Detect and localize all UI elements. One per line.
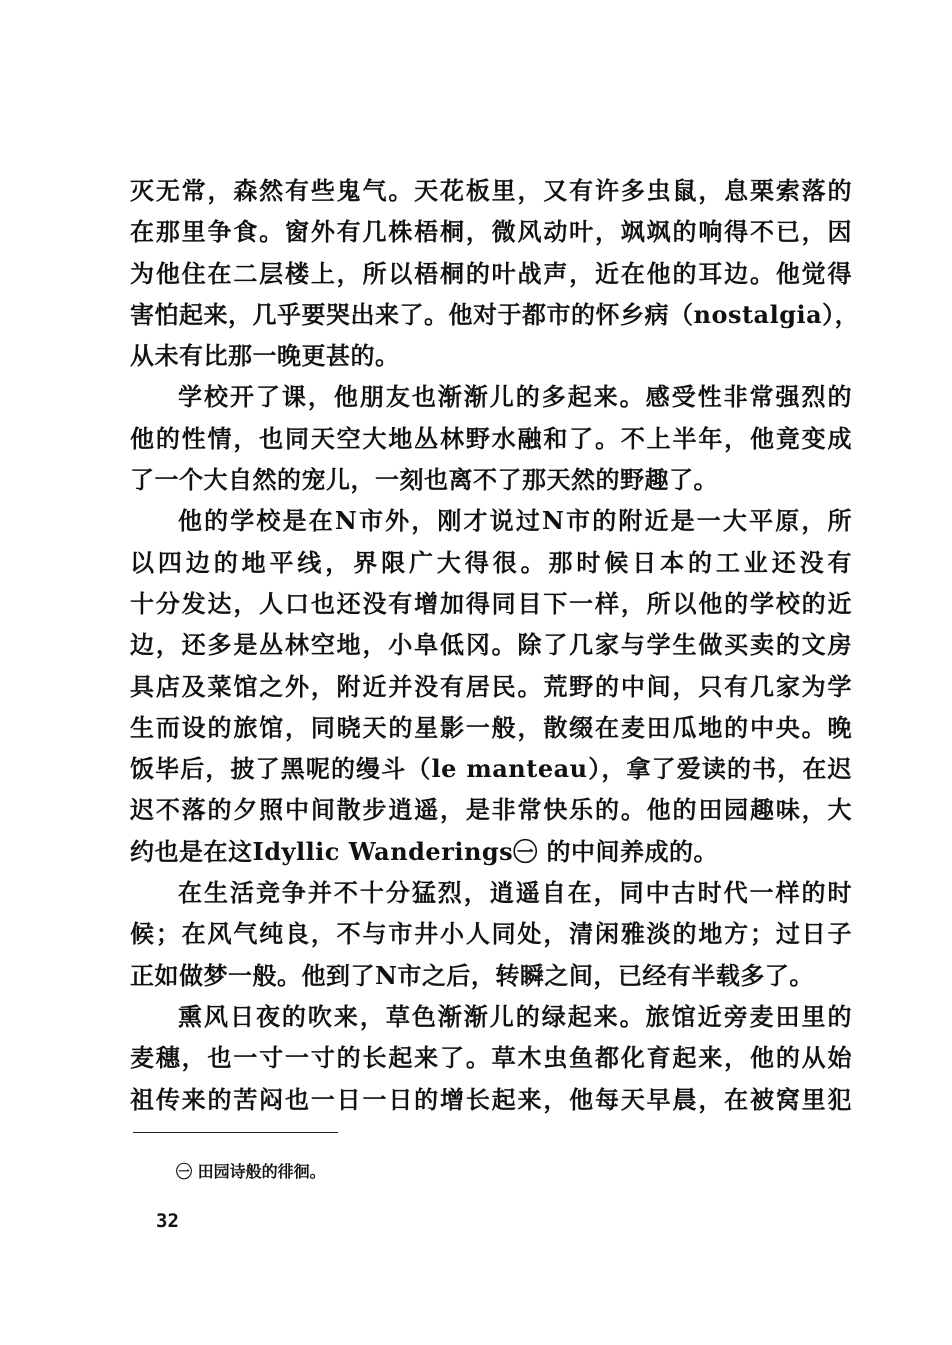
text-line: 他的学校是在N市外，刚才说过N市的附近是一大平原，所	[178, 506, 852, 536]
text-line: 麦穗，也一寸一寸的长起来了。草木虫鱼都化育起来，他的从始	[130, 1043, 852, 1073]
text-line: 熏风日夜的吹来，草色渐渐儿的绿起来。旅馆近旁麦田里的	[178, 1001, 852, 1031]
text-line: 祖传来的苦闷也一日一日的增长起来，他每天早晨，在被窝里犯	[130, 1084, 852, 1114]
text-line: 约也是在这Idyllic Wanderings㊀ 的中间养成的。	[130, 836, 719, 866]
text-line: 十分发达，人口也还没有增加得同目下一样，所以他的学校的近	[130, 588, 852, 618]
text-line: 具店及菜馆之外，附近并没有居民。荒野的中间，只有几家为学	[130, 671, 852, 701]
text-line: 为他住在二层楼上，所以梧桐的叶战声，近在他的耳边。他觉得	[130, 258, 852, 288]
text-line: 候；在风气纯良，不与市井小人同处，清闲雅淡的地方；过日子	[130, 919, 852, 949]
text-line: 在生活竞争并不十分猛烈，逍遥自在，同中古时代一样的时	[178, 878, 852, 908]
text-line: 在那里争食。窗外有几株梧桐，微风动叶，飒飒的响得不已，因	[130, 217, 852, 247]
text-line: 学校开了课，他朋友也渐渐儿的多起来。感受性非常强烈的	[178, 382, 852, 412]
text-line: 迟不落的夕照中间散步逍遥，是非常快乐的。他的田园趣味，大	[130, 795, 852, 825]
text-line: 他的性情，也同天空大地丛林野水融和了。不上半年，他竟变成	[130, 423, 852, 453]
text-line: 正如做梦一般。他到了N市之后，转瞬之间，已经有半载多了。	[130, 960, 814, 990]
text-line: 饭毕后，披了黑呢的缦斗（le manteau），拿了爱读的书，在迟	[130, 754, 852, 784]
text-line: 灭无常，森然有些鬼气。天花板里，又有许多虫鼠，息栗索落的	[130, 176, 852, 205]
footnote-divider	[133, 1132, 338, 1133]
text-line: 了一个大自然的宠儿，一刻也离不了那天然的野趣了。	[130, 465, 718, 495]
text-line: 害怕起来，几乎要哭出来了。他对于都市的怀乡病（nostalgia），	[130, 299, 860, 329]
footnote: ㊀ 田园诗般的徘徊。	[176, 1162, 326, 1181]
page-number: 32	[156, 1210, 179, 1232]
body-text	[130, 170, 860, 1120]
text-line: 边，还多是丛林空地，小阜低冈。除了几家与学生做买卖的文房	[130, 630, 852, 660]
text-line: 从未有比那一晚更甚的。	[130, 341, 400, 371]
text-line: 生而设的旅馆，同晓天的星影一般，散缀在麦田瓜地的中央。晚	[130, 712, 852, 742]
text-line: 以四边的地平线，界限广大得很。那时候日本的工业还没有	[130, 547, 852, 577]
